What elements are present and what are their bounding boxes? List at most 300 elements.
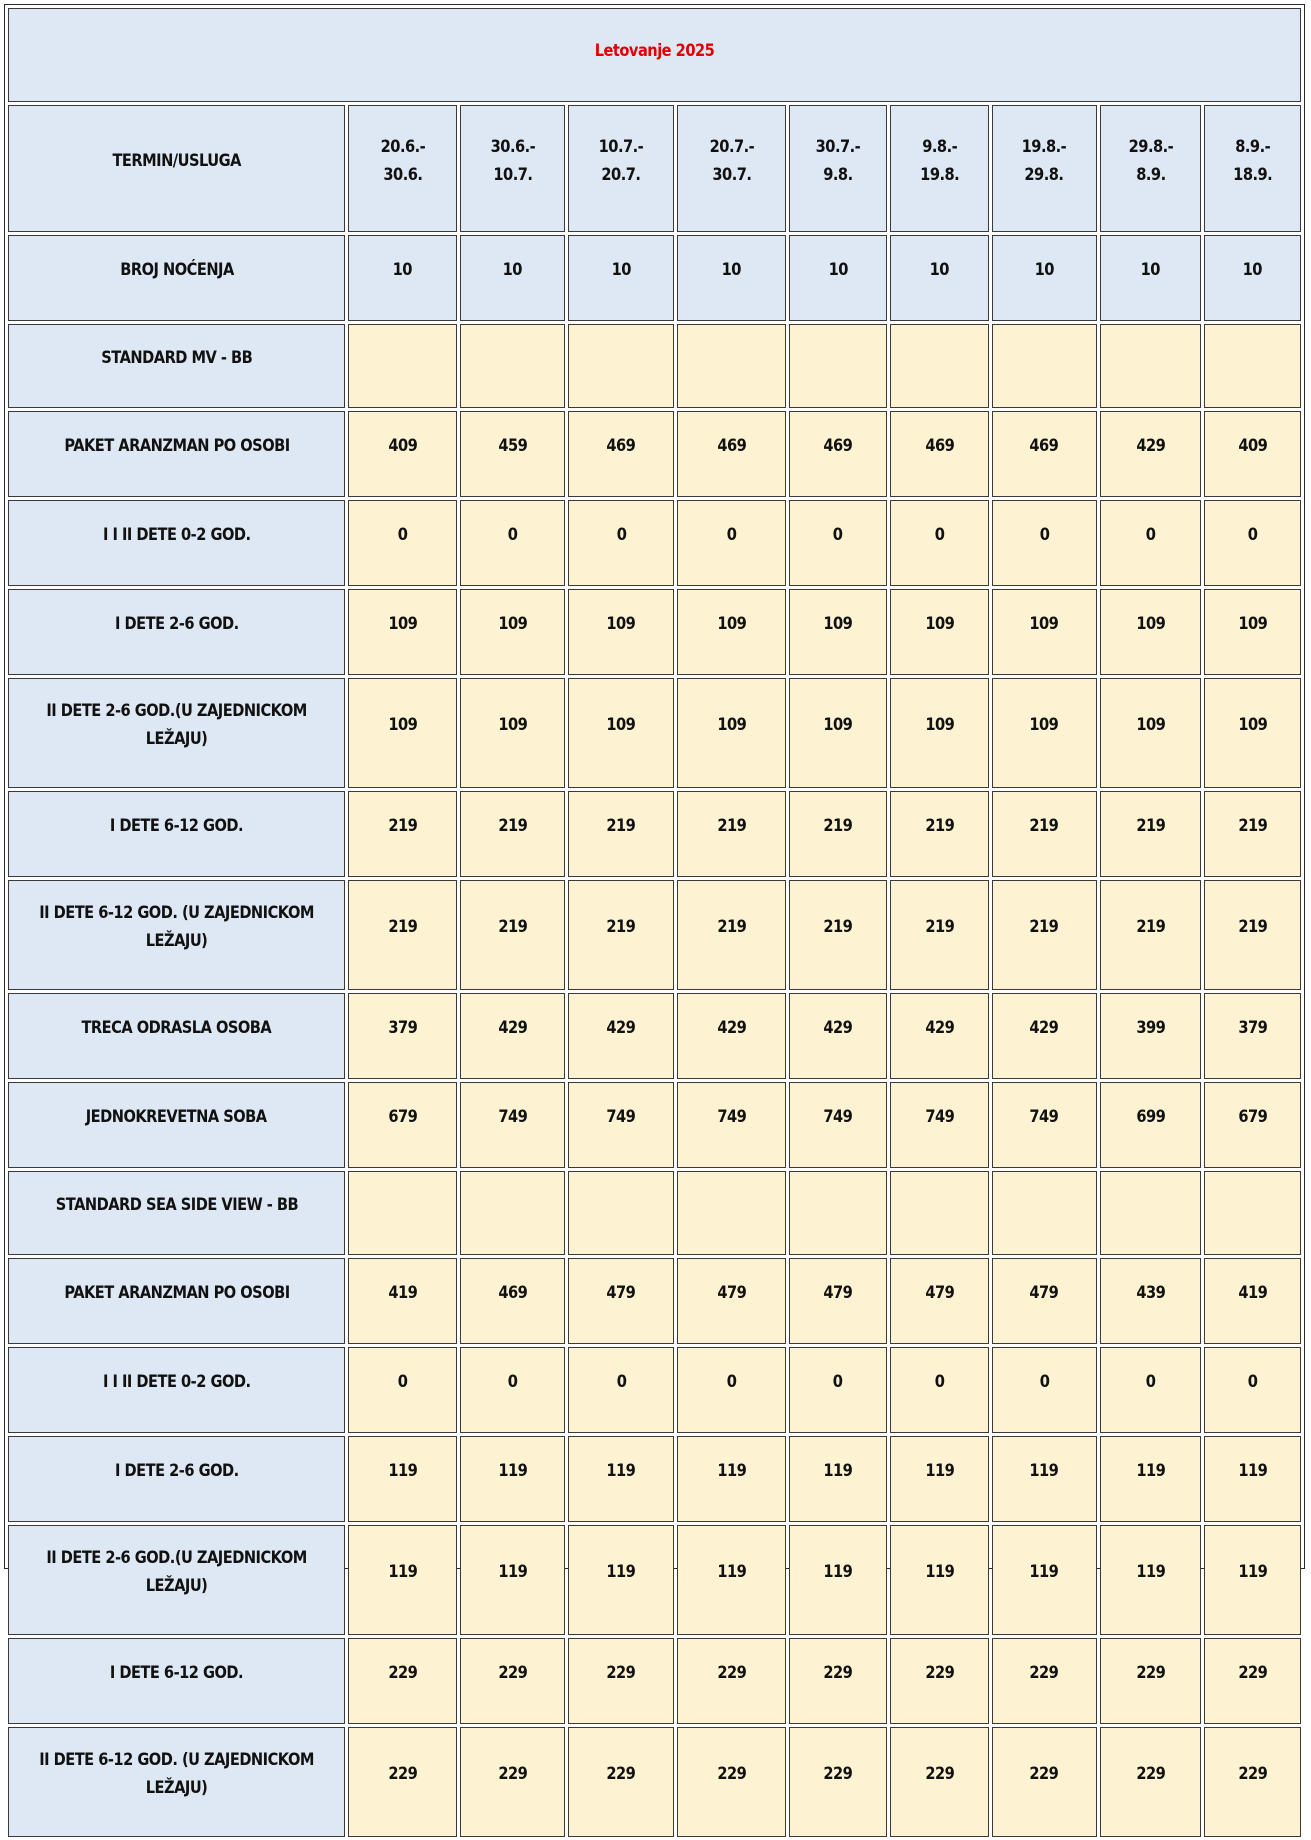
price-cell <box>677 993 786 1079</box>
period-end: 30.6. <box>382 164 422 185</box>
price-cell <box>348 880 457 990</box>
price-value: 0 <box>507 1372 518 1392</box>
price-value: 119 <box>823 1562 853 1582</box>
period-end: 30.7. <box>711 164 751 185</box>
table-row <box>8 411 1301 497</box>
price-cell <box>568 880 674 990</box>
price-value: 219 <box>498 816 528 836</box>
price-value: 419 <box>387 1283 417 1303</box>
price-cell <box>677 1638 786 1724</box>
row-label-cell <box>8 1258 345 1344</box>
period-header <box>380 133 425 189</box>
price-value: 109 <box>925 614 955 634</box>
price-value: 219 <box>1029 816 1059 836</box>
row-label: I DETE 2-6 GOD. <box>114 614 239 634</box>
price-cell <box>677 324 786 408</box>
price-cell <box>1204 1727 1301 1837</box>
table-row <box>8 1436 1301 1522</box>
price-cell <box>1100 791 1202 877</box>
price-cell <box>460 993 566 1079</box>
period-start: 29.8.- <box>1128 136 1173 157</box>
row-label: STANDARD SEA SIDE VIEW - BB <box>55 1195 298 1215</box>
price-cell <box>460 880 566 990</box>
row-label: I I II DETE 0-2 GOD. <box>102 1372 251 1392</box>
table-title-text: Letovanje 2025 <box>594 41 715 61</box>
period-header-cell <box>677 105 786 232</box>
table-row <box>8 1082 1301 1168</box>
row-label-cell <box>8 589 345 675</box>
price-value: 119 <box>498 1461 528 1481</box>
row-label: I I II DETE 0-2 GOD. <box>102 525 251 545</box>
price-value: 229 <box>1238 1663 1268 1683</box>
price-cell <box>890 500 989 586</box>
price-value: 0 <box>726 1372 737 1392</box>
table-row <box>8 993 1301 1079</box>
period-end: 10.7. <box>493 164 533 185</box>
price-cell <box>677 235 786 321</box>
price-cell <box>890 1258 989 1344</box>
price-value: 219 <box>1029 917 1059 937</box>
price-value: 109 <box>387 715 417 735</box>
price-value: 0 <box>397 525 408 545</box>
price-value: 229 <box>1135 1663 1165 1683</box>
period-start: 9.8.- <box>922 136 958 157</box>
price-value: 109 <box>925 715 955 735</box>
price-value: 219 <box>498 917 528 937</box>
price-cell <box>677 1347 786 1433</box>
price-cell <box>460 1638 566 1724</box>
price-value: 119 <box>925 1461 955 1481</box>
price-value: 469 <box>823 436 853 456</box>
price-value: 749 <box>925 1107 955 1127</box>
table-row <box>8 1727 1301 1837</box>
table-row <box>8 791 1301 877</box>
price-cell <box>677 500 786 586</box>
price-cell <box>568 1525 674 1635</box>
price-cell <box>677 1258 786 1344</box>
price-cell <box>677 791 786 877</box>
price-value: 10 <box>828 260 848 280</box>
price-cell <box>348 993 457 1079</box>
price-cell <box>789 1638 888 1724</box>
price-value: 0 <box>1247 525 1258 545</box>
price-cell <box>460 1082 566 1168</box>
price-value: 109 <box>1029 614 1059 634</box>
price-cell <box>1100 1727 1202 1837</box>
row-label: I DETE 6-12 GOD. <box>109 816 244 836</box>
price-value: 109 <box>498 614 528 634</box>
price-cell <box>677 1082 786 1168</box>
price-cell <box>789 1082 888 1168</box>
price-cell <box>1204 411 1301 497</box>
price-cell <box>890 791 989 877</box>
price-cell <box>568 1638 674 1724</box>
price-cell <box>992 500 1097 586</box>
row-label-cell <box>8 1638 345 1724</box>
price-cell <box>348 235 457 321</box>
price-cell <box>789 1436 888 1522</box>
price-value: 439 <box>1135 1283 1165 1303</box>
price-value: 749 <box>823 1107 853 1127</box>
header-label-cell <box>8 105 345 232</box>
price-cell <box>1204 791 1301 877</box>
price-cell <box>992 235 1097 321</box>
price-cell <box>890 880 989 990</box>
price-value: 119 <box>1238 1562 1268 1582</box>
row-label: I DETE 2-6 GOD. <box>114 1461 239 1481</box>
period-header <box>1128 133 1173 189</box>
price-value: 109 <box>716 715 746 735</box>
price-value: 379 <box>1238 1018 1268 1038</box>
price-value: 119 <box>498 1562 528 1582</box>
price-cell <box>992 1638 1097 1724</box>
period-header <box>1022 133 1067 189</box>
price-cell <box>677 589 786 675</box>
price-value: 10 <box>1140 260 1161 280</box>
period-start: 10.7.- <box>598 136 644 157</box>
row-label-cell <box>8 1347 345 1433</box>
price-value: 0 <box>726 525 737 545</box>
period-header <box>816 133 861 189</box>
price-value: 119 <box>716 1562 746 1582</box>
price-cell <box>1204 500 1301 586</box>
header-row <box>8 105 1301 232</box>
price-value: 10 <box>1242 260 1263 280</box>
price-value: 219 <box>387 917 417 937</box>
price-cell <box>677 1171 786 1255</box>
price-cell <box>1100 1436 1202 1522</box>
price-cell <box>348 1258 457 1344</box>
price-cell <box>789 993 888 1079</box>
price-value: 429 <box>606 1018 636 1038</box>
price-value: 219 <box>716 816 746 836</box>
price-value: 109 <box>1135 715 1165 735</box>
row-label: PAKET ARANZMAN PO OSOBI <box>63 1283 290 1303</box>
price-cell <box>890 678 989 788</box>
price-cell <box>460 500 566 586</box>
price-value: 10 <box>392 260 413 280</box>
price-value: 119 <box>1135 1461 1165 1481</box>
price-cell <box>890 324 989 408</box>
period-end: 18.9. <box>1233 164 1273 185</box>
price-value: 119 <box>1135 1562 1165 1582</box>
price-cell <box>460 1436 566 1522</box>
price-value: 109 <box>606 715 636 735</box>
price-value: 429 <box>1135 436 1165 456</box>
row-label: I DETE 6-12 GOD. <box>109 1663 244 1683</box>
price-cell <box>1204 1258 1301 1344</box>
price-cell <box>348 678 457 788</box>
row-label: II DETE 6-12 GOD. (U ZAJEDNICKOM LEŽAJU) <box>39 903 314 951</box>
price-cell <box>348 1082 457 1168</box>
price-table-frame <box>4 4 1305 1798</box>
price-cell <box>1100 1082 1202 1168</box>
price-value: 399 <box>1135 1018 1165 1038</box>
period-end: 19.8. <box>920 164 960 185</box>
row-label-cell <box>8 880 345 990</box>
period-header-cell <box>890 105 989 232</box>
price-table <box>5 5 1304 1840</box>
price-cell <box>568 1082 674 1168</box>
price-cell <box>1100 993 1202 1079</box>
price-cell <box>1204 324 1301 408</box>
price-cell <box>460 1347 566 1433</box>
price-value: 409 <box>1238 436 1268 456</box>
price-cell <box>789 500 888 586</box>
price-value: 229 <box>387 1764 417 1784</box>
price-cell <box>789 324 888 408</box>
price-value: 119 <box>716 1461 746 1481</box>
price-cell <box>677 880 786 990</box>
price-value: 10 <box>1034 260 1054 280</box>
price-cell <box>890 1638 989 1724</box>
price-value: 379 <box>387 1018 417 1038</box>
row-label-cell <box>8 1525 345 1635</box>
price-cell <box>460 1258 566 1344</box>
price-value: 119 <box>606 1461 636 1481</box>
price-cell <box>460 235 566 321</box>
price-cell <box>348 1727 457 1837</box>
price-cell <box>890 1727 989 1837</box>
price-value: 0 <box>507 525 518 545</box>
price-cell <box>992 1082 1097 1168</box>
row-label-cell <box>8 324 345 408</box>
price-cell <box>348 589 457 675</box>
price-value: 679 <box>1238 1107 1268 1127</box>
price-cell <box>677 678 786 788</box>
row-label: JEDNOKREVETNA SOBA <box>86 1107 267 1127</box>
price-cell <box>1100 235 1202 321</box>
price-cell <box>1204 1436 1301 1522</box>
price-value: 0 <box>833 525 843 545</box>
price-cell <box>677 1727 786 1837</box>
period-header-cell <box>568 105 674 232</box>
price-value: 479 <box>925 1283 955 1303</box>
price-cell <box>348 1638 457 1724</box>
price-cell <box>992 678 1097 788</box>
table-row <box>8 678 1301 788</box>
price-value: 109 <box>716 614 746 634</box>
price-cell <box>460 1171 566 1255</box>
price-value: 219 <box>606 816 636 836</box>
price-value: 699 <box>1135 1107 1165 1127</box>
price-value: 0 <box>397 1372 408 1392</box>
price-cell <box>348 1436 457 1522</box>
period-start: 19.8.- <box>1022 136 1067 157</box>
price-value: 0 <box>1145 1372 1156 1392</box>
price-value: 229 <box>925 1764 955 1784</box>
price-cell <box>568 411 674 497</box>
price-value: 10 <box>721 260 742 280</box>
price-cell <box>1204 235 1301 321</box>
price-cell <box>992 1171 1097 1255</box>
price-cell <box>890 1347 989 1433</box>
price-cell <box>789 880 888 990</box>
period-start: 20.6.- <box>380 136 425 157</box>
price-value: 219 <box>925 816 955 836</box>
price-cell <box>348 1171 457 1255</box>
price-value: 229 <box>606 1663 636 1683</box>
table-row <box>8 589 1301 675</box>
period-start: 20.7.- <box>709 136 754 157</box>
period-header <box>709 133 754 189</box>
price-value: 469 <box>1029 436 1059 456</box>
price-cell <box>789 235 888 321</box>
price-cell <box>677 1436 786 1522</box>
price-value: 679 <box>387 1107 417 1127</box>
price-cell <box>677 1525 786 1635</box>
price-value: 469 <box>925 436 955 456</box>
period-end: 8.9. <box>1135 164 1166 185</box>
price-cell <box>348 324 457 408</box>
price-cell <box>1100 500 1202 586</box>
price-cell <box>890 1171 989 1255</box>
period-header <box>1233 133 1272 189</box>
price-cell <box>992 1436 1097 1522</box>
price-value: 109 <box>823 715 853 735</box>
price-cell <box>890 589 989 675</box>
price-value: 229 <box>823 1663 853 1683</box>
price-value: 109 <box>1135 614 1165 634</box>
price-cell <box>1100 880 1202 990</box>
price-value: 469 <box>498 1283 528 1303</box>
price-value: 229 <box>823 1764 853 1784</box>
price-value: 409 <box>387 436 417 456</box>
price-value: 119 <box>606 1562 636 1582</box>
table-row <box>8 880 1301 990</box>
price-value: 229 <box>1238 1764 1268 1784</box>
header-label: TERMIN/USLUGA <box>112 150 241 171</box>
price-cell <box>460 589 566 675</box>
price-cell <box>992 1258 1097 1344</box>
price-value: 109 <box>606 614 636 634</box>
price-cell <box>789 678 888 788</box>
price-cell <box>890 1082 989 1168</box>
price-value: 0 <box>1039 525 1050 545</box>
price-cell <box>568 589 674 675</box>
row-label: BROJ NOĆENJA <box>119 260 234 280</box>
price-value: 119 <box>925 1562 955 1582</box>
price-value: 219 <box>1135 917 1165 937</box>
price-value: 0 <box>934 1372 945 1392</box>
row-label: TRECA ODRASLA OSOBA <box>81 1018 272 1038</box>
price-value: 0 <box>616 525 627 545</box>
period-header-cell <box>348 105 457 232</box>
price-cell <box>1204 1082 1301 1168</box>
price-cell <box>568 235 674 321</box>
price-cell <box>1100 411 1202 497</box>
price-value: 229 <box>1135 1764 1165 1784</box>
price-cell <box>568 1171 674 1255</box>
row-label-cell <box>8 678 345 788</box>
price-cell <box>1100 324 1202 408</box>
price-value: 229 <box>925 1663 955 1683</box>
period-header-cell <box>1204 105 1301 232</box>
price-cell <box>1100 1258 1202 1344</box>
price-cell <box>890 993 989 1079</box>
period-header <box>599 133 644 189</box>
price-cell <box>789 1171 888 1255</box>
price-table-body <box>8 8 1301 1837</box>
price-value: 479 <box>1029 1283 1059 1303</box>
price-value: 229 <box>387 1663 417 1683</box>
period-start: 8.9.- <box>1235 136 1271 157</box>
price-cell <box>789 1525 888 1635</box>
period-header-cell <box>992 105 1097 232</box>
table-row <box>8 1258 1301 1344</box>
price-value: 119 <box>387 1461 417 1481</box>
price-cell <box>568 500 674 586</box>
price-value: 109 <box>823 614 853 634</box>
price-cell <box>1204 678 1301 788</box>
price-value: 479 <box>606 1283 636 1303</box>
price-value: 429 <box>925 1018 955 1038</box>
price-cell <box>348 500 457 586</box>
price-cell <box>568 678 674 788</box>
price-cell <box>568 1347 674 1433</box>
period-start: 30.7.- <box>815 136 861 157</box>
price-value: 229 <box>1029 1764 1059 1784</box>
price-cell <box>992 1347 1097 1433</box>
row-label-cell <box>8 1171 345 1255</box>
price-value: 119 <box>387 1562 417 1582</box>
period-start: 30.6.- <box>490 136 535 157</box>
price-cell <box>992 324 1097 408</box>
price-cell <box>1100 589 1202 675</box>
price-cell <box>992 589 1097 675</box>
period-header-cell <box>1100 105 1202 232</box>
row-label-cell <box>8 993 345 1079</box>
price-cell <box>348 1347 457 1433</box>
price-cell <box>568 791 674 877</box>
price-value: 10 <box>502 260 523 280</box>
price-cell <box>1100 1347 1202 1433</box>
price-value: 429 <box>823 1018 853 1038</box>
table-row <box>8 235 1301 321</box>
price-cell <box>568 1727 674 1837</box>
price-value: 219 <box>1135 816 1165 836</box>
price-value: 109 <box>498 715 528 735</box>
period-end: 20.7. <box>601 164 641 185</box>
row-label-cell <box>8 1082 345 1168</box>
period-end: 29.8. <box>1024 164 1064 185</box>
table-title <box>8 8 1301 102</box>
price-cell <box>1100 678 1202 788</box>
price-cell <box>1204 993 1301 1079</box>
price-value: 119 <box>1238 1461 1268 1481</box>
table-row <box>8 1638 1301 1724</box>
period-header <box>490 133 535 189</box>
row-label-cell <box>8 1436 345 1522</box>
price-cell <box>348 791 457 877</box>
row-label: STANDARD MV - BB <box>101 348 253 368</box>
price-cell <box>992 1525 1097 1635</box>
row-label-cell <box>8 1727 345 1837</box>
price-cell <box>992 880 1097 990</box>
price-cell <box>460 678 566 788</box>
price-value: 0 <box>934 525 945 545</box>
price-value: 119 <box>1029 1562 1059 1582</box>
price-cell <box>1100 1525 1202 1635</box>
price-cell <box>992 993 1097 1079</box>
price-cell <box>1204 880 1301 990</box>
price-cell <box>1204 589 1301 675</box>
price-cell <box>890 1525 989 1635</box>
price-value: 119 <box>1029 1461 1059 1481</box>
price-value: 219 <box>606 917 636 937</box>
price-cell <box>568 1436 674 1522</box>
price-cell <box>568 324 674 408</box>
